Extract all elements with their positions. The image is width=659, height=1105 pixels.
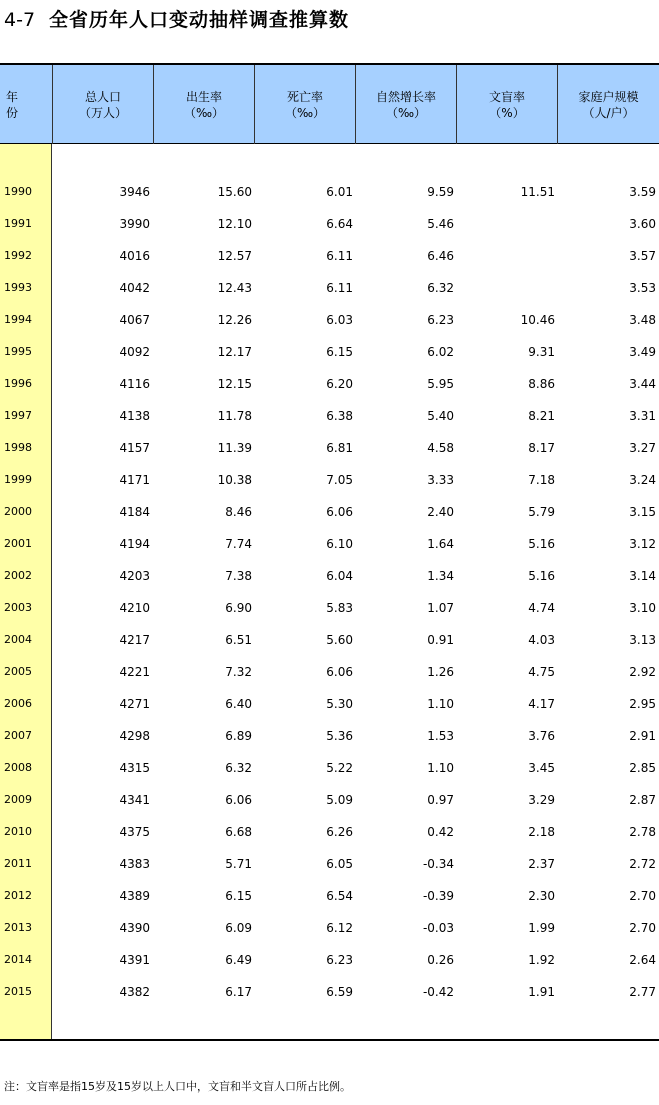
cell-year: 1991: [4, 217, 32, 230]
cell-growth: 4.58: [427, 441, 454, 455]
cell-population: 4271: [119, 697, 150, 711]
cell-household: 3.53: [629, 281, 656, 295]
cell-growth: 9.59: [427, 185, 454, 199]
cell-illiteracy: 4.03: [528, 633, 555, 647]
table-row: [0, 304, 659, 336]
cell-household: 2.70: [629, 921, 656, 935]
cell-growth: 0.42: [427, 825, 454, 839]
cell-death: 6.10: [326, 537, 353, 551]
cell-growth: 5.40: [427, 409, 454, 423]
header-label: 家庭户规模: [578, 89, 639, 104]
cell-illiteracy: 5.16: [528, 569, 555, 583]
cell-household: 3.10: [629, 601, 656, 615]
cell-growth: -0.39: [422, 889, 454, 903]
cell-birth: 6.89: [225, 729, 252, 743]
cell-household: 3.59: [629, 185, 656, 199]
cell-birth: 6.68: [225, 825, 252, 839]
cell-year: 1992: [4, 249, 32, 262]
table-row: [0, 560, 659, 592]
header-unit: （‰）: [183, 105, 225, 120]
cell-year: 1996: [4, 377, 32, 390]
cell-household: 2.72: [629, 857, 656, 871]
cell-population: 4203: [119, 569, 150, 583]
cell-illiteracy: 4.75: [528, 665, 555, 679]
table-row: [0, 464, 659, 496]
cell-growth: 1.34: [427, 569, 454, 583]
cell-population: 4116: [119, 377, 150, 391]
header-household-size: [557, 65, 659, 144]
cell-birth: 6.90: [225, 601, 252, 615]
cell-illiteracy: 1.92: [528, 953, 555, 967]
table-row: [0, 592, 659, 624]
cell-death: 6.64: [326, 217, 353, 231]
cell-population: 4210: [119, 601, 150, 615]
cell-growth: 1.10: [427, 761, 454, 775]
cell-household: 3.31: [629, 409, 656, 423]
cell-death: 6.06: [326, 665, 353, 679]
cell-birth: 15.60: [217, 185, 252, 199]
cell-year: 2004: [4, 633, 32, 646]
cell-growth: 6.23: [427, 313, 454, 327]
cell-illiteracy: 2.18: [528, 825, 555, 839]
cell-growth: 1.53: [427, 729, 454, 743]
cell-birth: 6.32: [225, 761, 252, 775]
cell-year: 2002: [4, 569, 32, 582]
cell-illiteracy: 4.17: [528, 697, 555, 711]
cell-illiteracy: 3.76: [528, 729, 555, 743]
cell-household: 3.24: [629, 473, 656, 487]
table-row: [0, 944, 659, 976]
cell-population: 4067: [119, 313, 150, 327]
cell-population: 4341: [119, 793, 150, 807]
header-population: [52, 65, 153, 144]
table-row: [0, 336, 659, 368]
table-row: [0, 656, 659, 688]
header-year-label: 年 份: [6, 89, 33, 120]
table-title: 全省历年人口变动抽样调查推算数: [49, 9, 350, 31]
cell-growth: -0.03: [422, 921, 454, 935]
cell-year: 1999: [4, 473, 32, 486]
cell-growth: -0.42: [422, 985, 454, 999]
cell-birth: 6.51: [225, 633, 252, 647]
cell-birth: 6.17: [225, 985, 252, 999]
cell-illiteracy: 3.45: [528, 761, 555, 775]
cell-household: 2.87: [629, 793, 656, 807]
cell-birth: 12.15: [217, 377, 252, 391]
cell-household: 3.60: [629, 217, 656, 231]
cell-growth: 0.91: [427, 633, 454, 647]
cell-death: 6.11: [326, 281, 353, 295]
header-illiteracy-rate: [456, 65, 557, 144]
table-row: [0, 720, 659, 752]
cell-growth: 1.64: [427, 537, 454, 551]
table-header: [0, 63, 659, 144]
cell-death: 6.20: [326, 377, 353, 391]
header-death-rate: [254, 65, 355, 144]
cell-birth: 7.38: [225, 569, 252, 583]
cell-growth: 0.26: [427, 953, 454, 967]
cell-year: 1993: [4, 281, 32, 294]
cell-birth: 6.49: [225, 953, 252, 967]
cell-birth: 6.40: [225, 697, 252, 711]
cell-year: 2003: [4, 601, 32, 614]
table-row: [0, 976, 659, 1008]
cell-illiteracy: 5.79: [528, 505, 555, 519]
table-row: [0, 816, 659, 848]
cell-year: 2012: [4, 889, 32, 902]
cell-household: 3.44: [629, 377, 656, 391]
cell-household: 2.85: [629, 761, 656, 775]
cell-year: 2015: [4, 985, 32, 998]
cell-illiteracy: 5.16: [528, 537, 555, 551]
cell-population: 4042: [119, 281, 150, 295]
cell-illiteracy: 10.46: [520, 313, 555, 327]
table-row: [0, 272, 659, 304]
cell-year: 2006: [4, 697, 32, 710]
cell-death: 6.04: [326, 569, 353, 583]
cell-household: 3.27: [629, 441, 656, 455]
cell-birth: 12.26: [217, 313, 252, 327]
cell-death: 6.12: [326, 921, 353, 935]
cell-population: 4171: [119, 473, 150, 487]
cell-growth: 5.46: [427, 217, 454, 231]
cell-year: 1995: [4, 345, 32, 358]
cell-death: 6.23: [326, 953, 353, 967]
cell-household: 3.49: [629, 345, 656, 359]
table-number: 4-7: [4, 9, 36, 31]
cell-death: 6.54: [326, 889, 353, 903]
cell-death: 7.05: [326, 473, 353, 487]
cell-population: 4016: [119, 249, 150, 263]
cell-household: 2.70: [629, 889, 656, 903]
table-row: [0, 784, 659, 816]
header-label: 总人口: [84, 89, 121, 104]
header-unit: （人/户）: [582, 105, 635, 120]
cell-death: 6.81: [326, 441, 353, 455]
table-row: [0, 688, 659, 720]
cell-death: 5.60: [326, 633, 353, 647]
cell-household: 2.77: [629, 985, 656, 999]
cell-birth: 6.09: [225, 921, 252, 935]
cell-birth: 10.38: [217, 473, 252, 487]
header-birth-rate: [153, 65, 254, 144]
header-unit: （%）: [489, 105, 525, 120]
table-row: [0, 208, 659, 240]
cell-illiteracy: 8.21: [528, 409, 555, 423]
table-row: [0, 176, 659, 208]
cell-growth: 0.97: [427, 793, 454, 807]
cell-illiteracy: 11.51: [520, 185, 555, 199]
cell-household: 3.15: [629, 505, 656, 519]
cell-household: 3.48: [629, 313, 656, 327]
cell-population: 4157: [119, 441, 150, 455]
cell-year: 2005: [4, 665, 32, 678]
cell-birth: 7.74: [225, 537, 252, 551]
cell-year: 2013: [4, 921, 32, 934]
cell-household: 2.95: [629, 697, 656, 711]
table-row: [0, 368, 659, 400]
cell-birth: 8.46: [225, 505, 252, 519]
cell-year: 2007: [4, 729, 32, 742]
cell-birth: 12.43: [217, 281, 252, 295]
cell-birth: 12.10: [217, 217, 252, 231]
header-unit: （‰）: [385, 105, 427, 120]
cell-illiteracy: 2.37: [528, 857, 555, 871]
cell-death: 5.36: [326, 729, 353, 743]
cell-illiteracy: 9.31: [528, 345, 555, 359]
cell-household: 3.14: [629, 569, 656, 583]
table-row: [0, 528, 659, 560]
cell-year: 2011: [4, 857, 32, 870]
table-row: [0, 624, 659, 656]
cell-household: 2.91: [629, 729, 656, 743]
cell-growth: 6.46: [427, 249, 454, 263]
cell-growth: 5.95: [427, 377, 454, 391]
cell-growth: 1.07: [427, 601, 454, 615]
cell-death: 6.01: [326, 185, 353, 199]
cell-growth: 2.40: [427, 505, 454, 519]
cell-year: 2014: [4, 953, 32, 966]
cell-year: 2010: [4, 825, 32, 838]
cell-year: 2001: [4, 537, 32, 550]
cell-birth: 12.57: [217, 249, 252, 263]
cell-growth: 3.33: [427, 473, 454, 487]
cell-year: 2008: [4, 761, 32, 774]
cell-household: 2.64: [629, 953, 656, 967]
table-row: [0, 848, 659, 880]
cell-growth: 1.26: [427, 665, 454, 679]
header-label: 出生率: [185, 89, 222, 104]
table-row: [0, 880, 659, 912]
cell-birth: 11.78: [217, 409, 252, 423]
cell-population: 4389: [119, 889, 150, 903]
cell-birth: 6.06: [225, 793, 252, 807]
cell-population: 4390: [119, 921, 150, 935]
table-row: [0, 432, 659, 464]
cell-death: 5.30: [326, 697, 353, 711]
cell-growth: 6.32: [427, 281, 454, 295]
header-unit: （‰）: [284, 105, 326, 120]
cell-population: 4298: [119, 729, 150, 743]
cell-illiteracy: 8.86: [528, 377, 555, 391]
header-unit: （万人）: [78, 105, 127, 120]
header-year: [0, 65, 52, 144]
cell-death: 6.26: [326, 825, 353, 839]
cell-illiteracy: 1.91: [528, 985, 555, 999]
table-bottom-border: [0, 1039, 659, 1041]
header-label: 死亡率: [286, 89, 323, 104]
cell-death: 5.22: [326, 761, 353, 775]
cell-illiteracy: 3.29: [528, 793, 555, 807]
table-row: [0, 400, 659, 432]
cell-year: 1997: [4, 409, 32, 422]
cell-year: 1998: [4, 441, 32, 454]
cell-death: 6.59: [326, 985, 353, 999]
cell-household: 3.57: [629, 249, 656, 263]
header-label: 自然增长率: [375, 89, 436, 104]
table-row: [0, 912, 659, 944]
cell-birth: 5.71: [225, 857, 252, 871]
cell-year: 2009: [4, 793, 32, 806]
cell-population: 3946: [119, 185, 150, 199]
cell-illiteracy: 2.30: [528, 889, 555, 903]
cell-household: 2.78: [629, 825, 656, 839]
cell-population: 4194: [119, 537, 150, 551]
cell-death: 6.03: [326, 313, 353, 327]
cell-year: 1990: [4, 185, 32, 198]
header-growth-rate: [355, 65, 456, 144]
cell-growth: 1.10: [427, 697, 454, 711]
cell-birth: 7.32: [225, 665, 252, 679]
cell-year: 2000: [4, 505, 32, 518]
table-row: [0, 240, 659, 272]
cell-illiteracy: 1.99: [528, 921, 555, 935]
cell-birth: 12.17: [217, 345, 252, 359]
cell-population: 4092: [119, 345, 150, 359]
cell-population: 4138: [119, 409, 150, 423]
cell-household: 3.13: [629, 633, 656, 647]
cell-death: 5.09: [326, 793, 353, 807]
cell-population: 4391: [119, 953, 150, 967]
cell-population: 4315: [119, 761, 150, 775]
cell-illiteracy: 7.18: [528, 473, 555, 487]
cell-illiteracy: 4.74: [528, 601, 555, 615]
cell-population: 4221: [119, 665, 150, 679]
cell-death: 6.15: [326, 345, 353, 359]
cell-population: 4383: [119, 857, 150, 871]
cell-death: 6.38: [326, 409, 353, 423]
cell-population: 4217: [119, 633, 150, 647]
cell-year: 1994: [4, 313, 32, 326]
cell-population: 4375: [119, 825, 150, 839]
cell-death: 6.11: [326, 249, 353, 263]
cell-household: 3.12: [629, 537, 656, 551]
cell-population: 4184: [119, 505, 150, 519]
table-row: [0, 752, 659, 784]
cell-death: 6.05: [326, 857, 353, 871]
table-row: [0, 496, 659, 528]
cell-population: 3990: [119, 217, 150, 231]
cell-birth: 11.39: [217, 441, 252, 455]
cell-illiteracy: 8.17: [528, 441, 555, 455]
cell-growth: 6.02: [427, 345, 454, 359]
cell-birth: 6.15: [225, 889, 252, 903]
cell-population: 4382: [119, 985, 150, 999]
footnote: 注：文盲率是指15岁及15岁以上人口中，文盲和半文盲人口所占比例。: [4, 1080, 351, 1093]
cell-death: 6.06: [326, 505, 353, 519]
page-title: [4, 6, 349, 34]
cell-death: 5.83: [326, 601, 353, 615]
cell-growth: -0.34: [422, 857, 454, 871]
header-label: 文盲率: [488, 89, 525, 104]
cell-household: 2.92: [629, 665, 656, 679]
